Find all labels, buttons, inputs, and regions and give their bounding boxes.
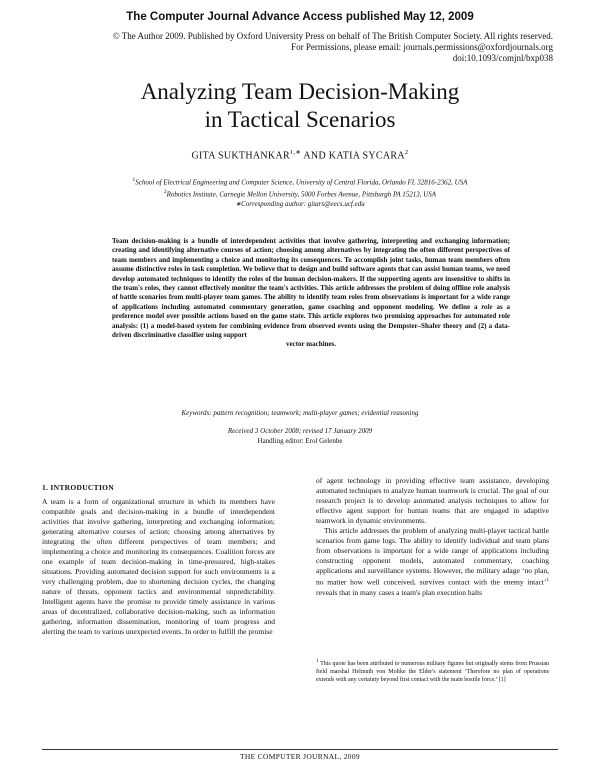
paragraph: A team is a form of organizational structure in which its members have compatible goals and decision-making in a bundle of interdependent activities that involve gathering, interpreting and exchanging information; generating alternative courses of action; choosing among alternatives by integrating the often different perspectives of team members; and implementing a choice and monitoring its consequences. Coalition forces are one example of team decision-making in time-pressured, high-stakes situations. Providing automated decision support for such environments is a very challenging problem, due to shortening decision cycles, the changing nature of threats, opponent tactics and environmental unpredictability. Intelligent agents have the promise to provide timely assistance in various areas of decentralized, collaborative decision-making, such as information gathering, information dissemination, monitoring of team progress and alerting the team to various unexpected events. In order to fulfill the promise xyxy=(42,497,275,636)
section-heading: 1. INTRODUCTION xyxy=(42,483,115,492)
affiliation-mark: 2 xyxy=(163,188,167,195)
paragraph-text: This article addresses the problem of analyzing multi-player tactical battle scenarios from game logs. The ability to identify individual and team plans from observations is important for a wide range of applications including constructing opponent models, automated commentary, coaching applications and surveillance systems. However, the military adage ‘no plan, no matter how well conceived, survives contact with the enemy intact’ xyxy=(316,526,549,587)
copyright-notice xyxy=(33,31,553,64)
received-info xyxy=(0,426,600,446)
right-column xyxy=(316,476,549,598)
doi-line[interactable]: doi:10.1093/comjnl/bxp038 xyxy=(452,53,553,63)
title-line: Analyzing Team Decision-Making xyxy=(140,79,460,104)
footnote-ref[interactable]: 1 xyxy=(546,578,549,583)
author-conjunction: AND xyxy=(303,150,326,162)
paragraph xyxy=(316,526,549,598)
footer-rule xyxy=(42,749,558,750)
author-mark: 1,∗ xyxy=(289,149,302,156)
affiliations xyxy=(120,176,480,209)
paragraph: of agent technology in providing effective team assistance, developing automated techniques to analyze human teamwork is crucial. The goal of our research project is to develop automated analysis techniques to allow for effective agent support for human teams that are engaged in adaptive teamwork in dynamic environments. xyxy=(316,476,549,525)
keywords: Keywords: pattern recognition; teamwork; multi-player games; evidential reasoning xyxy=(181,409,419,417)
affiliation-mark: 1 xyxy=(132,177,136,183)
footnote-mark: 1 xyxy=(316,659,319,664)
title-line: in Tactical Scenarios xyxy=(204,107,396,132)
affiliation xyxy=(120,176,480,188)
handling-editor: Handling editor: Erol Gelenbe xyxy=(257,437,343,445)
abstract-text: Team decision-making is a bundle of interdependent activities that involve gathering, interpreting and exchanging information; creating and identifying alternative courses of action; choosing among alternatives by integrating the often different perspectives of team members and implementing a choice and monitoring its consequences. To accomplish joint tasks, human team members often assume distinctive roles in task completion. We believe that to design and build software agents that can assist human teams, we need develop automated techniques to identify the roles of the human decision-makers. If the supporting agents are insensitive to shifts in the team's roles, they cannot effectively monitor the team's activities. This article addresses the problem of doing offline role analysis of battle scenarios from multi-player team games. The ability to identify team roles from observations is important for a wide range of applications including automated commentary generation, game coaching and opponent modeling. We define a xyxy=(112,237,510,311)
received-dates: Received 3 October 2008; revised 17 January 2009 xyxy=(227,427,373,435)
abstract-emphasis: role xyxy=(481,302,493,311)
abstract xyxy=(112,237,510,350)
left-column xyxy=(42,497,275,637)
affiliation-text: School of Electrical Engineering and Computer Science, University of Central Florida, Orlando FL 32816-2362, USA xyxy=(135,178,468,187)
journal-footer: THE COMPUTER JOURNAL, 2009 xyxy=(240,752,360,761)
permissions-line[interactable]: For Permissions, please email: journals.permissions@oxfordjournals.org xyxy=(291,42,553,52)
footnote-text: This quote has been attributed to numerous military figures but originally stems from Prussian field marshal Helmuth von Moltke the Elder's statement ‘Therefore no plan of operations extends with any certainty beyond first contact with the main hostile force.’ [1] xyxy=(316,661,549,683)
copyright-line: © The Author 2009. Published by Oxford University Press on behalf of The British Computer Society. All rights reserved. xyxy=(112,31,553,41)
advance-access-banner: The Computer Journal Advance Access published May 12, 2009 xyxy=(126,11,474,23)
author-mark: 2 xyxy=(404,149,409,156)
abstract-last-line: vector machines. xyxy=(285,340,337,349)
author-name: KATIA SYCARA xyxy=(328,150,405,162)
author-list xyxy=(0,148,600,161)
paragraph-text: reveals that in many cases a team's plan execution halts xyxy=(316,587,483,597)
paper-title xyxy=(0,78,600,134)
affiliation-text: Robotics Institute, Carnegie Mellon University, 5000 Forbes Avenue, Pittsburgh PA 15213, USA xyxy=(166,190,437,199)
corresponding-author[interactable]: ∗Corresponding author: gitars@eecs.ucf.edu xyxy=(235,199,365,208)
author-name: GITA SUKTHANKAR xyxy=(191,150,290,162)
footnote xyxy=(316,658,549,684)
affiliation xyxy=(120,188,480,200)
abstract-text: as a preference model over possible actions based on the game state. This article explores two promising approaches for automated role analysis: (1) a model-based system for combining evidence from observed events using the Dempster–Shafer theory and (2) a data-driven discriminative classifier using support xyxy=(112,302,511,340)
